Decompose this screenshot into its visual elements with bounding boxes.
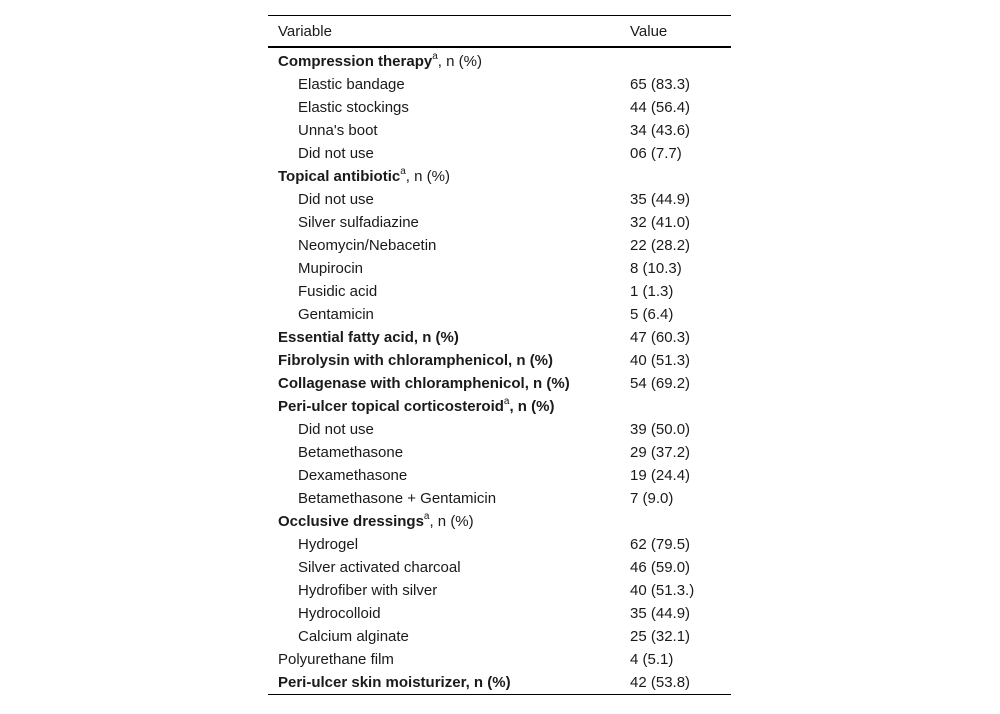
value-cell: 34 (43.6)	[630, 122, 691, 139]
variable-label: Peri-ulcer skin moisturizer, n (%)	[278, 674, 511, 691]
variable-cell	[268, 188, 630, 211]
header-row	[268, 16, 731, 48]
variable-label: Unna's boot	[298, 122, 378, 139]
variable-label: Fusidic acid	[298, 283, 378, 300]
variable-label: Did not use	[298, 421, 374, 438]
value-cell: 46 (59.0)	[630, 559, 691, 576]
value-cell: 4 (5.1)	[630, 651, 674, 668]
variable-cell	[268, 418, 630, 441]
variable-label: Silver sulfadiazine	[298, 214, 419, 231]
table-row	[268, 372, 731, 395]
value-cell: 42 (53.8)	[630, 674, 691, 691]
variable-cell	[268, 464, 630, 487]
table-row	[268, 142, 731, 165]
value-cell: 47 (60.3)	[630, 329, 691, 346]
footnote-marker: a	[423, 511, 430, 522]
data-table	[268, 15, 731, 695]
variable-label: Fibrolysin with chloramphenicol, n (%)	[278, 352, 554, 369]
value-cell	[630, 510, 731, 533]
variable-label: Polyurethane film	[278, 651, 394, 668]
value-cell: 62 (79.5)	[630, 536, 691, 553]
variable-label: Silver activated charcoal	[298, 559, 461, 576]
value-cell: 40 (51.3)	[630, 352, 691, 369]
footnote-marker: a	[432, 51, 438, 62]
variable-label: Collagenase with chloramphenicol, n (%)	[278, 375, 570, 392]
table-row	[268, 579, 731, 602]
variable-cell	[268, 372, 630, 395]
variable-label: Occlusive dressings	[278, 513, 424, 530]
variable-label: Calcium alginate	[298, 628, 409, 645]
variable-suffix: , n (%)	[437, 53, 482, 70]
variable-label: Hydrogel	[298, 536, 359, 553]
variable-suffix: , n (%)	[509, 398, 555, 415]
table-row	[268, 671, 731, 695]
variable-label: Neomycin/Nebacetin	[298, 237, 437, 254]
variable-cell	[268, 142, 630, 165]
variable-cell	[268, 533, 630, 556]
value-cell	[630, 47, 731, 73]
value-cell: 1 (1.3)	[630, 283, 674, 300]
variable-cell	[268, 579, 630, 602]
variable-label: Essential fatty acid, n (%)	[278, 329, 459, 346]
value-cell: 8 (10.3)	[630, 260, 682, 277]
value-cell: 22 (28.2)	[630, 237, 691, 254]
variable-cell	[268, 602, 630, 625]
table-row	[268, 556, 731, 579]
table-row	[268, 602, 731, 625]
variable-cell	[268, 395, 630, 418]
table-row	[268, 47, 731, 73]
value-cell: 25 (32.1)	[630, 628, 691, 645]
header-value: Value	[630, 22, 668, 40]
table-row	[268, 73, 731, 96]
variable-label: Topical antibiotic	[278, 168, 401, 185]
variable-label: Betamethasone	[298, 444, 404, 461]
variable-suffix: , n (%)	[405, 168, 450, 185]
table-row	[268, 510, 731, 533]
value-cell: 29 (37.2)	[630, 444, 691, 461]
variable-cell	[268, 165, 630, 188]
variable-cell	[268, 556, 630, 579]
variable-cell	[268, 648, 630, 671]
variable-cell	[268, 234, 630, 257]
value-cell: 65 (83.3)	[630, 76, 691, 93]
variable-cell	[268, 280, 630, 303]
variable-cell	[268, 326, 630, 349]
table-row	[268, 418, 731, 441]
data-table-container	[268, 15, 731, 695]
table-row	[268, 119, 731, 142]
value-cell: 7 (9.0)	[630, 490, 674, 507]
table-row	[268, 441, 731, 464]
variable-cell	[268, 625, 630, 648]
table-row	[268, 211, 731, 234]
variable-cell	[268, 510, 630, 533]
table-row	[268, 257, 731, 280]
variable-cell	[268, 47, 630, 73]
value-cell: 54 (69.2)	[630, 375, 691, 392]
variable-label: Dexamethasone	[298, 467, 408, 484]
value-cell: 40 (51.3.)	[630, 582, 695, 599]
table-row	[268, 234, 731, 257]
table-row	[268, 487, 731, 510]
table-row	[268, 280, 731, 303]
table-row	[268, 96, 731, 119]
table-header	[268, 16, 731, 48]
variable-label: Mupirocin	[298, 260, 364, 277]
variable-cell	[268, 441, 630, 464]
value-cell: 44 (56.4)	[630, 99, 691, 116]
variable-label: Elastic bandage	[298, 76, 405, 93]
variable-cell	[268, 96, 630, 119]
value-cell: 39 (50.0)	[630, 421, 691, 438]
variable-cell	[268, 211, 630, 234]
variable-cell	[268, 119, 630, 142]
value-cell: 35 (44.9)	[630, 605, 691, 622]
variable-label: Hydrofiber with silver	[298, 582, 438, 599]
value-cell: 5 (6.4)	[630, 306, 674, 323]
variable-label: Compression therapy	[278, 53, 433, 70]
table-row	[268, 533, 731, 556]
variable-cell	[268, 671, 630, 695]
variable-label: Peri-ulcer topical corticosteroid	[278, 398, 504, 415]
header-variable: Variable	[278, 22, 332, 40]
variable-cell	[268, 349, 630, 372]
variable-cell	[268, 73, 630, 96]
table-body	[268, 47, 731, 695]
value-cell: 06 (7.7)	[630, 145, 682, 162]
table-row	[268, 303, 731, 326]
table-row	[268, 648, 731, 671]
variable-label: Did not use	[298, 191, 374, 208]
variable-cell	[268, 257, 630, 280]
variable-label: Betamethasone + Gentamicin	[298, 490, 497, 507]
footnote-marker: a	[400, 166, 406, 177]
table-row	[268, 326, 731, 349]
value-cell: 19 (24.4)	[630, 467, 691, 484]
value-cell	[630, 165, 731, 188]
variable-suffix: , n (%)	[429, 513, 474, 530]
footnote-marker: a	[503, 396, 510, 407]
table-row	[268, 165, 731, 188]
variable-cell	[268, 303, 630, 326]
table-row	[268, 464, 731, 487]
table-row	[268, 625, 731, 648]
value-cell: 32 (41.0)	[630, 214, 691, 231]
table-row	[268, 349, 731, 372]
variable-label: Gentamicin	[298, 306, 374, 323]
table-row	[268, 395, 731, 418]
value-cell	[630, 395, 731, 418]
variable-cell	[268, 487, 630, 510]
variable-label: Did not use	[298, 145, 374, 162]
variable-label: Hydrocolloid	[298, 605, 381, 622]
variable-label: Elastic stockings	[298, 99, 409, 116]
value-cell: 35 (44.9)	[630, 191, 691, 208]
table-row	[268, 188, 731, 211]
